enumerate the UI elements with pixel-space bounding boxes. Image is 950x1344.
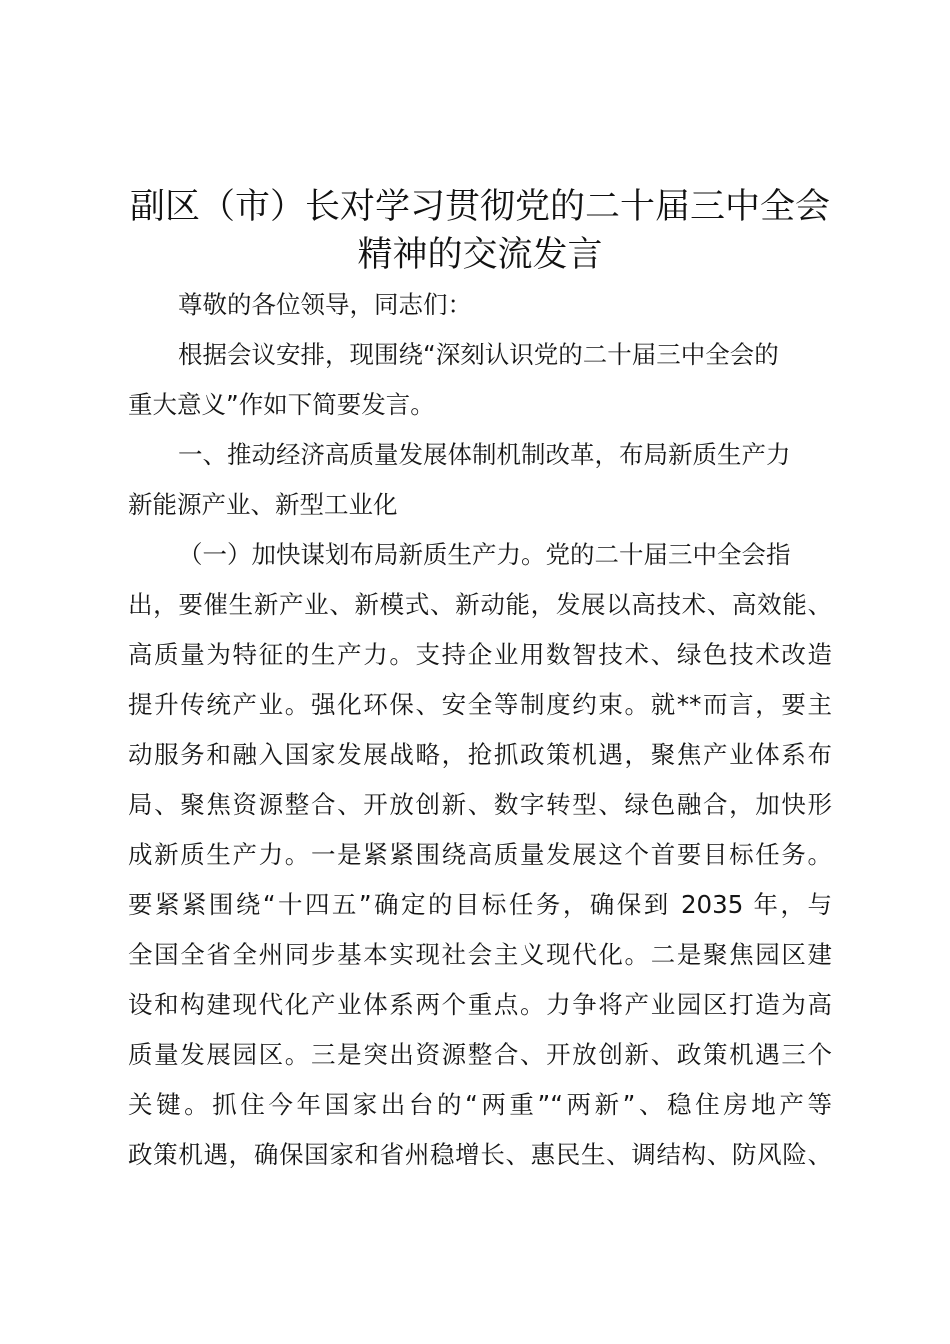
paragraph-line: 出，要催生新产业、新模式、新动能，发展以高技术、高效能、 (128, 590, 832, 619)
section-heading-line-1: 一、推动经济高质量发展体制机制改革，布局新质生产力 (178, 440, 791, 469)
paragraph-line: 关键。抓住今年国家出台的“两重”“两新”、稳住房地产等 (128, 1090, 832, 1119)
paragraph-line: 要紧紧围绕“十四五”确定的目标任务，确保到 2035 年，与 (128, 890, 832, 919)
intro-line-1: 根据会议安排，现围绕“深刻认识党的二十届三中全会的 (178, 340, 779, 369)
paragraph-line: （一）加快谋划布局新质生产力。党的二十届三中全会指 (178, 540, 791, 569)
paragraph-line: 局、聚焦资源整合、开放创新、数字转型、绿色融合，加快形 (128, 790, 832, 819)
document-title-line-1: 副区（市）长对学习贯彻党的二十届三中全会 (129, 187, 830, 227)
paragraph-line: 高质量为特征的生产力。支持企业用数智技术、绿色技术改造 (128, 640, 832, 669)
intro-line-2: 重大意义”作如下简要发言。 (128, 390, 435, 419)
paragraph-line: 动服务和融入国家发展战略，抢抓政策机遇，聚焦产业体系布 (128, 740, 832, 769)
paragraph-line: 政策机遇，确保国家和省州稳增长、惠民生、调结构、防风险、 (128, 1140, 832, 1169)
paragraph-line: 全国全省全州同步基本实现社会主义现代化。二是聚焦园区建 (128, 940, 832, 969)
section-heading-line-2: 新能源产业、新型工业化 (128, 490, 398, 519)
paragraph-line: 提升传统产业。强化环保、安全等制度约束。就**而言，要主 (128, 690, 832, 719)
document-title-line-2: 精神的交流发言 (357, 235, 603, 275)
salutation: 尊敬的各位领导，同志们： (178, 290, 472, 319)
paragraph-line: 设和构建现代化产业体系两个重点。力争将产业园区打造为高 (128, 990, 832, 1019)
paragraph-line: 质量发展园区。三是突出资源整合、开放创新、政策机遇三个 (128, 1040, 832, 1069)
paragraph-line: 成新质生产力。一是紧紧围绕高质量发展这个首要目标任务。 (128, 840, 832, 869)
